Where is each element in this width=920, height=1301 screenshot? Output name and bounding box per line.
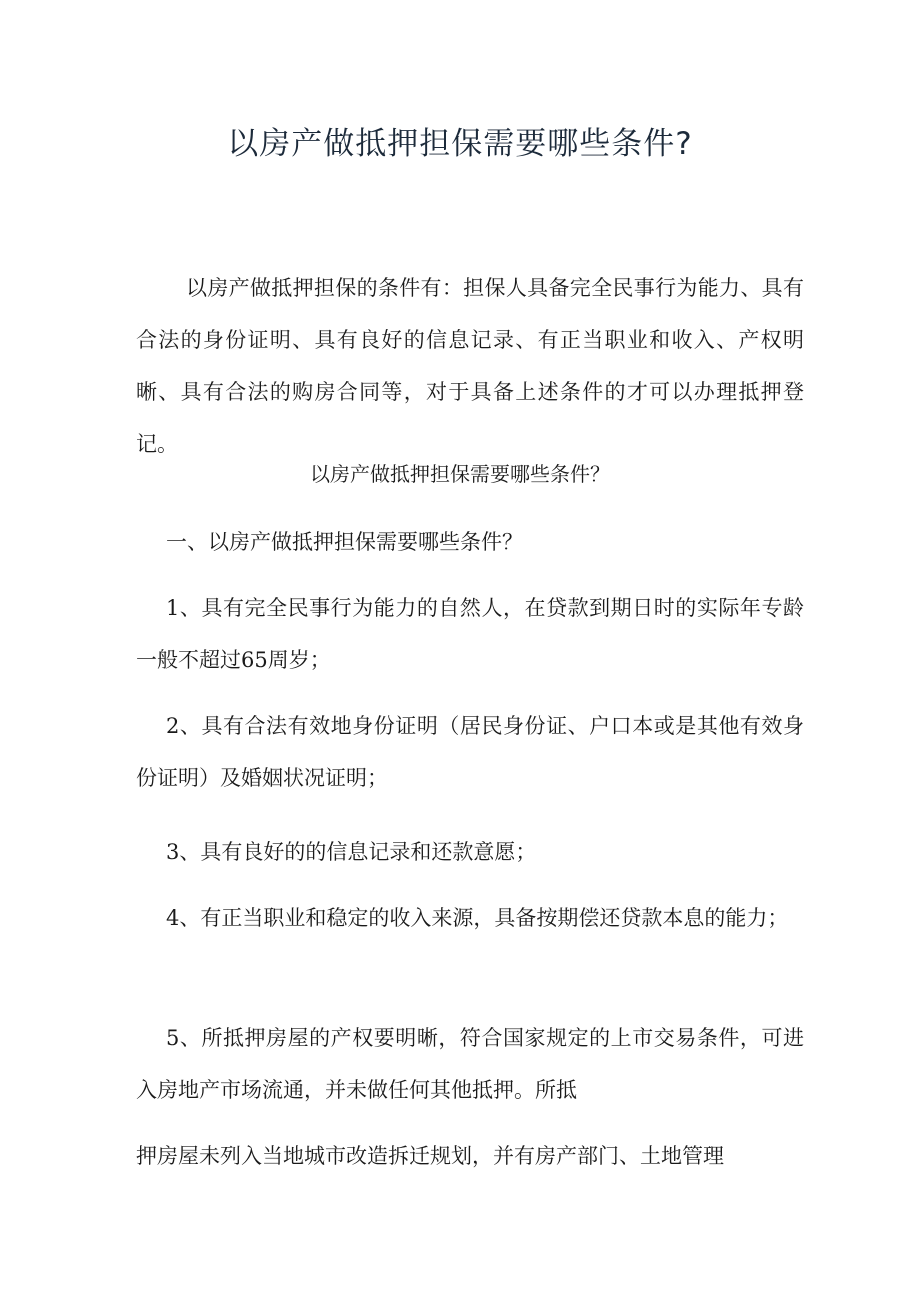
subtitle: 以房产做抵押担保需要哪些条件？ <box>310 462 610 486</box>
continuation-paragraph: 押房屋未列入当地城市改造拆迁规划，并有房产部门、土地管理 <box>136 1144 724 1168</box>
list-item: 1、具有完全民事行为能力的自然人，在贷款到期日时的实际年专龄一般不超过65周岁； <box>136 596 804 672</box>
intro-paragraph: 以房产做抵押担保的条件有：担保人具备完全民事行为能力、具有合法的身份证明、具有良好的信息记录、有正当职业和收入、产权明晰、具有合法的购房合同等，对于具备上述条件的才可以办理抵押登记。 <box>136 276 804 456</box>
list-item: 2、具有合法有效地身份证明（居民身份证、户口本或是其他有效身份证明）及婚姻状况证明； <box>136 714 804 790</box>
document-title: 以房产做抵押担保需要哪些条件? <box>227 126 693 162</box>
list-item: 5、所抵押房屋的产权要明晰，符合国家规定的上市交易条件，可进入房地产市场流通，并未做任何其他抵押。所抵 <box>136 1026 804 1102</box>
section-heading: 一、以房产做抵押担保需要哪些条件？ <box>166 530 523 554</box>
list-item: 3、具有良好的的信息记录和还款意愿； <box>166 840 537 864</box>
list-item: 4、有正当职业和稳定的收入来源，具备按期偿还贷款本息的能力； <box>166 906 789 930</box>
